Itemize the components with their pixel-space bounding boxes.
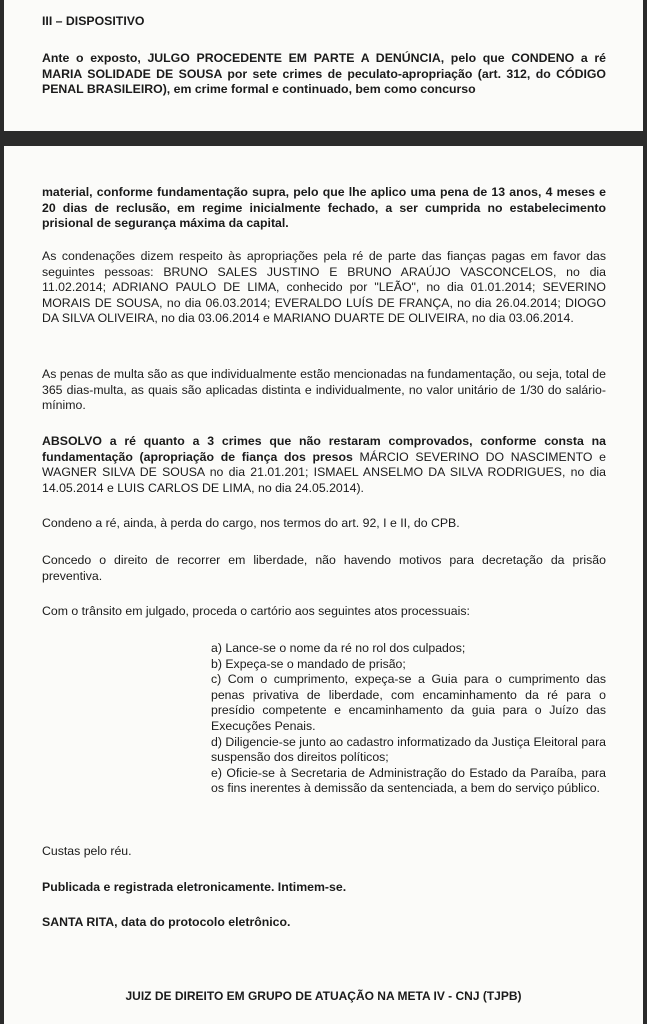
- list-item: d) Diligencie-se junto ao cadastro informatizado da Justiça Eleitoral para suspensão dos direitos políticos;: [211, 734, 606, 765]
- paragraph-multa: As penas de multa são as que individualmente estão mencionadas na fundamentação, ou seja, total de 365 dias-multa, as quais são aplicadas distinta e individualmente, no valor unitário de 1/30 do salário-mínimo.: [42, 367, 606, 413]
- signature-line: JUIZ DE DIREITO EM GRUPO DE ATUAÇÃO NA META IV - CNJ (TJPB): [125, 989, 522, 1003]
- paragraph-atos: Com o trânsito em julgado, proceda o cartório aos seguintes atos processuais:: [42, 604, 470, 618]
- paragraph-custas: Custas pelo réu.: [42, 844, 132, 858]
- paragraph-publicada: Publicada e registrada eletronicamente. Intimem-se.: [42, 880, 347, 894]
- section-heading: III – DISPOSITIVO: [42, 14, 145, 28]
- paragraph-absolvicao: [42, 434, 606, 496]
- paragraph-pena: material, conforme fundamentação supra, pelo que lhe aplico uma pena de 13 anos, 4 meses e 20 dias de reclusão, em regime inicialmente fechado, a ser cumprida no estabelecimento prisional de segurança máxima da capital.: [42, 185, 606, 231]
- paragraph-local-data: SANTA RITA, data do protocolo eletrônico.: [42, 915, 291, 929]
- acts-list: [211, 641, 606, 797]
- list-item: a) Lance-se o nome da ré no rol dos culpados;: [211, 641, 466, 655]
- absolvicao-bold-text: ABSOLVO a ré quanto a 3 crimes que não restaram comprovados, conforme consta na fundamentação (apropriação de fiança dos presos: [42, 434, 606, 464]
- paragraph-liberdade: Concedo o direito de recorrer em liberdade, não havendo motivos para decretação da prisão preventiva.: [42, 553, 606, 583]
- absolvicao-text: MÁRCIO SEVERINO DO NASCIMENTO e WAGNER SILVA DE SOUSA no dia 21.01.201; ISMAEL ANSELMO DA SILVA RODRIGUES, no dia 14.05.2014 e LUIS CARLOS DE LIMA, no dia 24.05.2014).: [42, 449, 606, 495]
- paragraph-apropriacoes: As condenações dizem respeito às apropriações pela ré de parte das fianças pagas em favor das seguintes pessoas: BRUNO SALES JUSTINO E BRUNO ARAÚJO VASCONCELOS, no dia 11.02.2014; ADRIANO PAULO DE LIMA, conhecido por "LEÃO", no dia 01.01.2014; SEVERINO MORAIS DE SOUSA, no dia 06.03.2014; EVERALDO LUÍS DE FRANÇA, no dia 26.04.2014; DIOGO DA SILVA OLIVEIRA, no dia 03.06.2014 e MARIANO DUARTE DE OLIVEIRA, no dia 03.06.2014.: [42, 249, 606, 326]
- list-item: c) Com o cumprimento, expeça-se a Guia para o cumprimento das penas privativa de liberdade, com encaminhamento da ré para o presídio competente e encaminhamento da guia para o Juízo das Execuções Penais.: [211, 672, 606, 733]
- paragraph-condenacao: Ante o exposto, JULGO PROCEDENTE EM PARTE A DENÚNCIA, pelo que CONDENO a ré MARIA SOLIDADE DE SOUSA por sete crimes de peculato-apropriação (art. 312, do CÓDIGO PENAL BRASILEIRO), em crime formal e continuado, bem como concurso: [42, 51, 606, 97]
- list-item: e) Oficie-se à Secretaria de Administração do Estado da Paraíba, para os fins inerentes à demissão da sentenciada, a bem do serviço público.: [211, 765, 606, 796]
- paragraph-perda-cargo: Condeno a ré, ainda, à perda do cargo, nos termos do art. 92, I e II, do CPB.: [42, 516, 460, 530]
- list-item: b) Expeça-se o mandado de prisão;: [211, 656, 406, 671]
